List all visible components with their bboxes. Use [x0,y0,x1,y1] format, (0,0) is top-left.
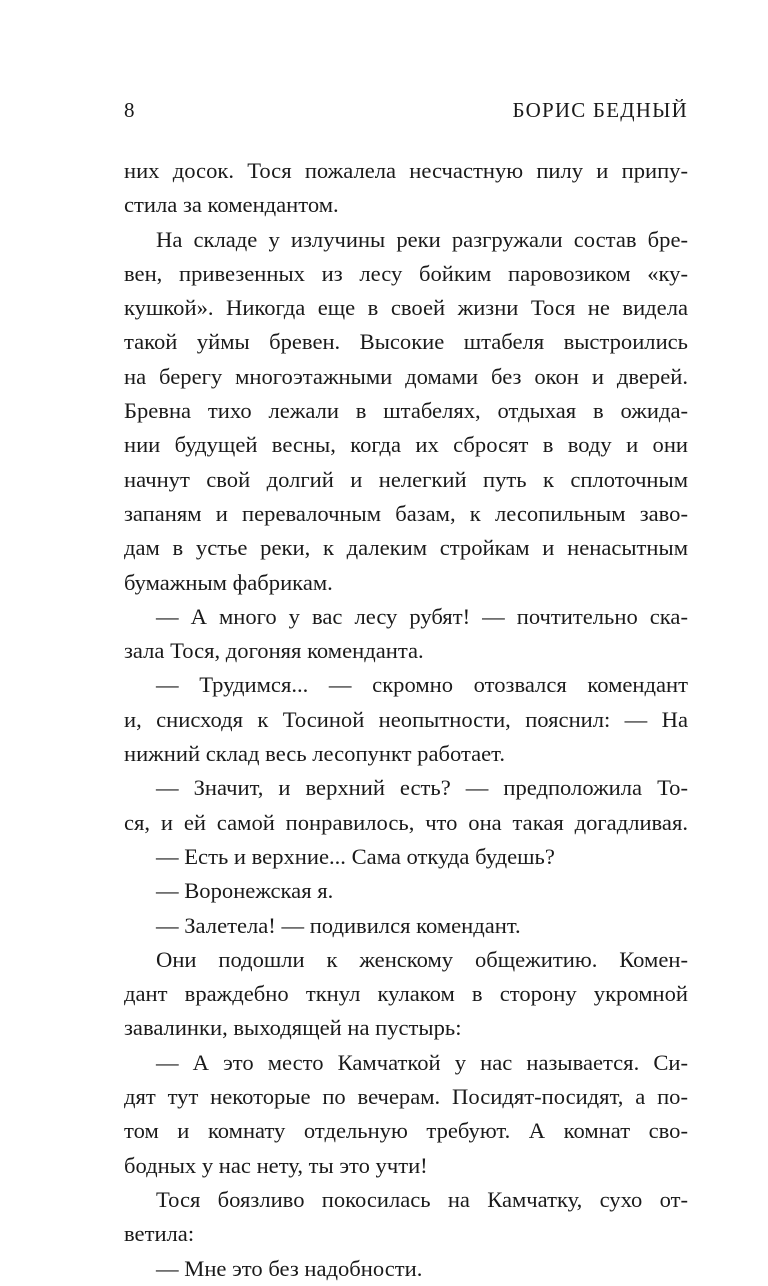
text-line: и, снисходя к Тосиной неопытности, пояснил: — На [124,706,688,732]
text-line: На складе у излучины реки разгружали состав бре- [156,226,688,252]
text-line: такой уймы бревен. Высокие штабеля выстроились [124,329,688,355]
text-line: вен, привезенных из лесу бойким паровозиком «ку- [124,260,688,286]
text-line: кушкой». Никогда еще в своей жизни Тося не видела [124,295,688,321]
page-number: 8 [124,98,135,122]
text-line: — Трудимся... — скромно отозвался комендант [156,672,688,698]
text-line: ветила: [124,1221,195,1247]
text-line: дам в устье реки, к далеким стройкам и ненасытным [124,535,688,561]
text-line: том и комнату отдельную требуют. А комнат сво- [124,1118,688,1144]
text-line: на берегу многоэтажными домами без окон и дверей. [124,363,688,389]
text-line: — А это место Камчаткой у нас называется. Си- [156,1049,688,1075]
text-line: Бревна тихо лежали в штабелях, отдыхая в ожида- [124,398,688,424]
text-line: начнут свой долгий и нелегкий путь к сплоточным [124,466,688,492]
text-line: нижний склад весь лесопункт работает. [124,741,505,767]
text-line: — Значит, и верхний есть? — предположила То- [156,775,688,801]
text-line: — Есть и верхние... Сама откуда будешь? [156,843,555,869]
text-line: — Воронежская я. [156,878,334,904]
text-line: стила за комендантом. [124,192,339,218]
text-line: них досок. Тося пожалела несчастную пилу и припу- [124,158,688,183]
text-line: бодных у нас нету, ты это учти! [124,1152,428,1178]
running-head-author: БОРИС БЕДНЫЙ [512,98,688,122]
text-line: зала Тося, догоняя коменданта. [124,638,424,664]
text-line: запаням и перевалочным базам, к лесопильным заво- [124,500,688,526]
text-line: ся, и ей самой понравилось, что она такая догадливая. [124,809,688,835]
text-line: нии будущей весны, когда их сбросят в воду и они [124,432,688,458]
running-head [124,98,688,128]
text-line: Тося боязливо покосилась на Камчатку, сухо от- [156,1186,688,1212]
body-text [124,154,688,1286]
text-line: завалинки, выходящей на пустырь: [124,1015,462,1041]
text-line: — Залетела! — подивился комендант. [156,912,521,938]
text-line: дант враждебно ткнул кулаком в сторону укромной [124,981,688,1007]
text-line: — А много у вас лесу рубят! — почтительно ска- [156,603,688,629]
text-line: — Мне это без надобности. [156,1255,423,1281]
text-line: дят тут некоторые по вечерам. Посидят-посидят, а по- [124,1084,688,1110]
text-line: Они подошли к женскому общежитию. Комен- [156,946,688,972]
text-line: бумажным фабрикам. [124,569,333,595]
